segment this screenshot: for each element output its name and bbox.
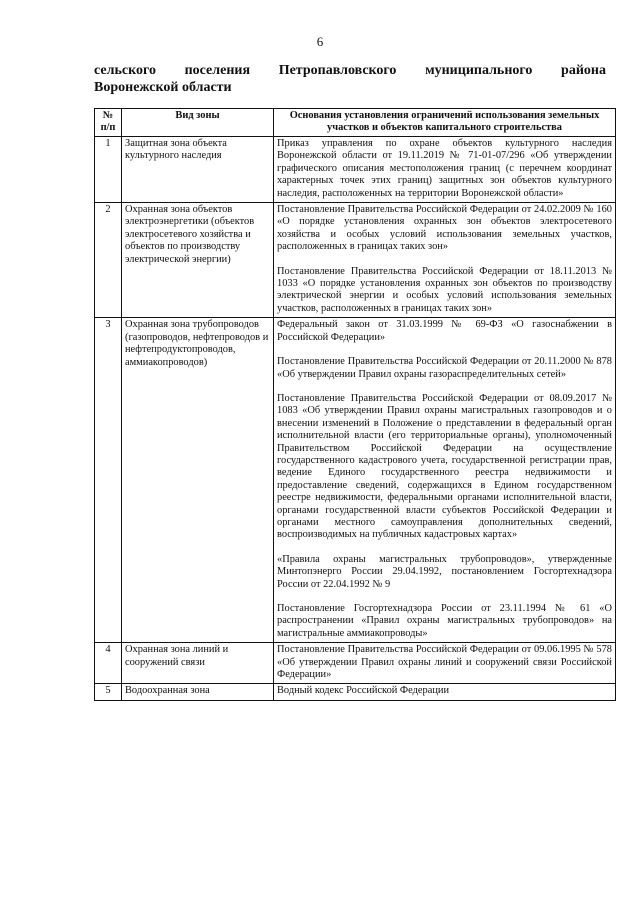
- basis-document: Федеральный закон от 31.03.1999 № 69-ФЗ «О газоснабжении в Российской Федерации»: [277, 319, 612, 343]
- table-row: [95, 684, 616, 700]
- table-row: [95, 318, 616, 643]
- row-basis: [274, 684, 616, 700]
- basis-document: Постановление Правительства Российской Федерации от 18.11.2013 № 1033 «О порядке установления охранных зон объектов по производству электрической энергии и особых условий использования земельных участков, расположенных в границах таких зон»: [277, 265, 612, 314]
- row-zone: Защитная зона объекта культурного наследия: [122, 137, 274, 203]
- heading-word: поселения: [184, 63, 251, 78]
- heading-line-1: [94, 62, 606, 79]
- row-zone: Охранная зона линий и сооружений связи: [122, 643, 274, 684]
- row-basis: [274, 643, 616, 684]
- basis-document: Приказ управления по охране объектов культурного наследия Воронежской области от 19.11.2019 № 71-01-07/296 «Об утверждении графического описания местоположения границ (с перечнем координат характерных точек этих границ) защитных зон объектов культурного наследия, расположенных на территории Воронежской области»: [277, 138, 612, 199]
- basis-document: Постановление Правительства Российской Федерации от 24.02.2009 № 160 «О порядке установления охранных зон объектов электросетевого хозяйства и особых условий использования земельных участков, расположенных в границах таких зон»: [277, 204, 612, 253]
- page-number: 6: [316, 34, 324, 49]
- row-basis: [274, 203, 616, 318]
- row-num: 2: [95, 203, 122, 318]
- basis-document: «Правила охраны магистральных трубопроводов», утвержденные Минтопэнерго России 29.04.1992, постановлением Госгортехнадзора России от 22.04.1992 № 9: [277, 553, 612, 590]
- heading-word: сельского: [94, 63, 156, 78]
- heading-word: района: [561, 63, 606, 78]
- basis-document: Постановление Госгортехнадзора России от 23.11.1994 № 61 «О распространении «Правил охраны магистральных трубопроводов» на магистральные аммиакопроводы»: [277, 603, 612, 639]
- row-zone: Охранная зона объектов электроэнергетики (объектов электросетевого хозяйства и объектов по производству электрической энергии): [122, 203, 274, 318]
- basis-document: Постановление Правительства Российской Федерации от 08.09.2017 № 1083 «Об утверждении Правил охраны магистральных газопроводов и о внесении изменений в Положение о представлении в федеральный орган исполнительной власти (его территориальные органы), уполномоченный Правительством Российской Федерации на осуществление государственного кадастрового учета, государственной регистрации прав, ведение Единого государственного реестра недвижимости и предоставление сведений, содержащихся в Едином государственном реестре недвижимости, федеральными органами исполнительной власти, органами государственной власти субъектов Российской Федерации и органами местного самоуправления дополнительных сведений, воспроизводимых на публичных кадастровых картах»: [277, 392, 612, 541]
- row-num: 3: [95, 318, 122, 643]
- row-zone: Водоохранная зона: [122, 684, 274, 700]
- row-num: 1: [95, 137, 122, 203]
- heading-word: Петропавловского: [278, 63, 397, 78]
- heading-word: муниципального: [425, 63, 533, 78]
- table-row: [95, 137, 616, 203]
- zones-table: [94, 108, 616, 701]
- table-row: [95, 203, 616, 318]
- header-zone: Вид зоны: [122, 109, 274, 137]
- basis-document: Постановление Правительства Российской Федерации от 09.06.1995 № 578 «Об утверждении Правил охраны линий и сооружений связи Российской Федерации»: [277, 644, 612, 681]
- heading-line-2: Воронежской области: [94, 80, 232, 95]
- row-basis: [274, 137, 616, 203]
- table-row: [95, 643, 616, 684]
- row-num: 4: [95, 643, 122, 684]
- table-header-row: [95, 109, 616, 137]
- header-num: № п/п: [95, 109, 122, 137]
- basis-document: Постановление Правительства Российской Федерации от 20.11.2000 № 878 «Об утверждении Правил охраны газораспределительных сетей»: [277, 356, 612, 380]
- header-basis: Основания установления ограничений использования земельных участков и объектов капитального строительства: [274, 109, 616, 137]
- row-basis: [274, 318, 616, 643]
- row-zone: Охранная зона трубопроводов (газопроводов, нефтепроводов и нефтепродуктопроводов, аммиакопроводов): [122, 318, 274, 643]
- row-num: 5: [95, 684, 122, 700]
- section-heading: [94, 62, 606, 96]
- basis-document: Водный кодекс Российской Федерации: [277, 685, 450, 697]
